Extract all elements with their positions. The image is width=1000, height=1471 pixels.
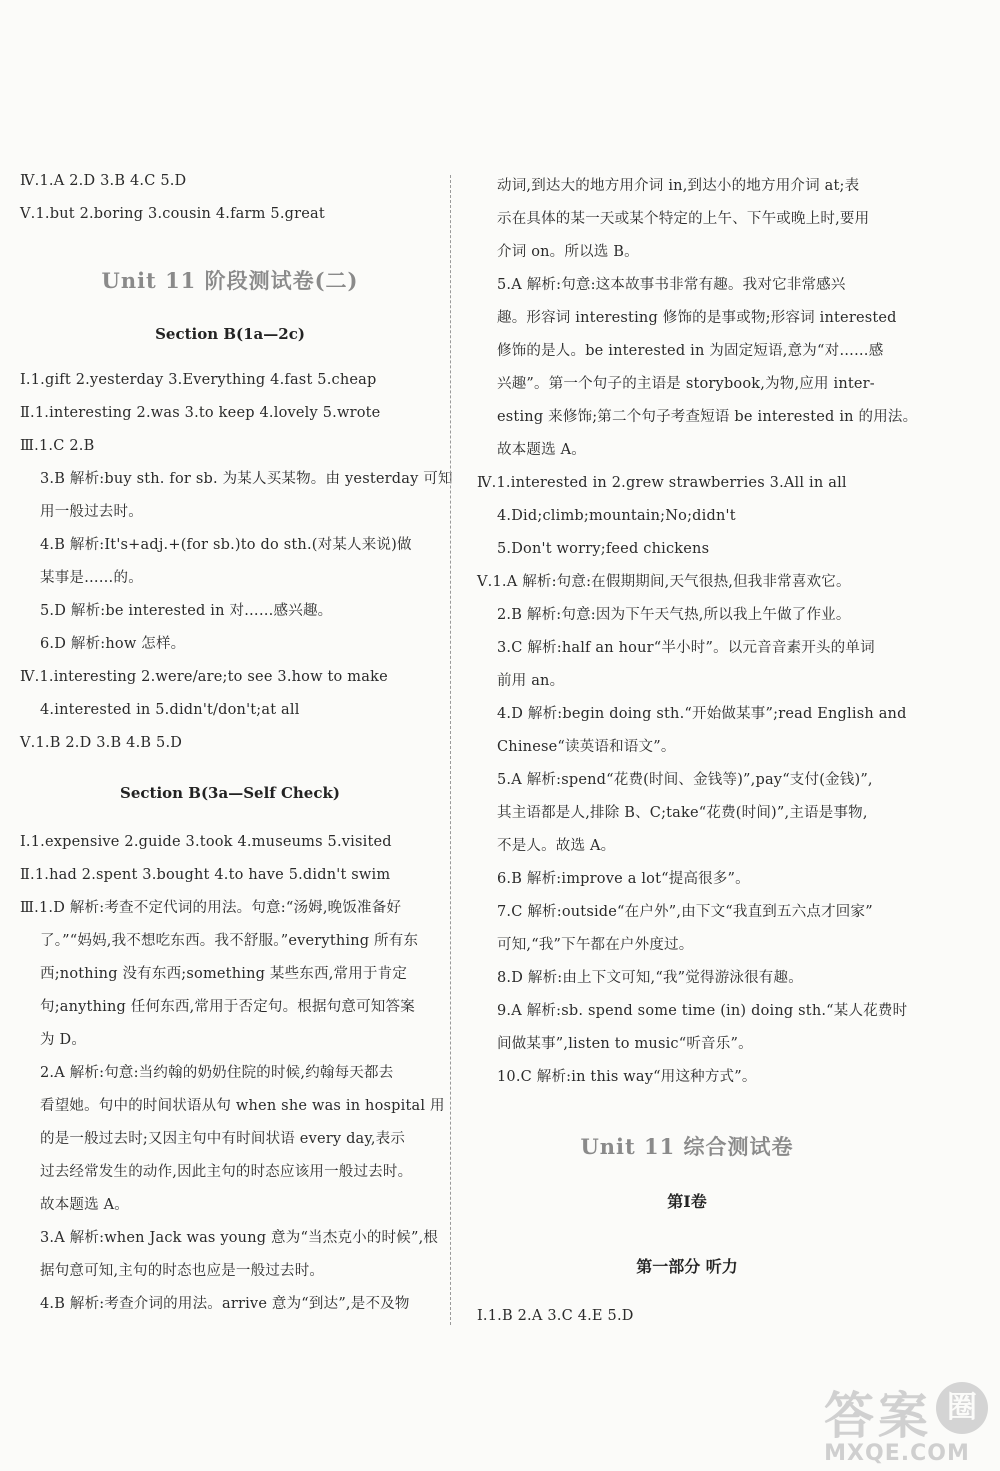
unit-title: Unit 11 阶段测试卷(二) bbox=[101, 268, 359, 293]
part-heading: 第Ⅰ卷 bbox=[667, 1192, 707, 1211]
section-heading: Section B(3a—Self Check) bbox=[120, 784, 340, 802]
answer-line: Ⅱ.1.had 2.spent 3.bought 4.to have 5.didn't swim bbox=[20, 867, 391, 883]
answer-line: Ⅴ.1.A 解析:句意:在假期期间,天气很热,但我非常喜欢它。 bbox=[477, 574, 851, 590]
answer-line: 了。”“妈妈,我不想吃东西。我不舒服。”everything 所有东 bbox=[40, 933, 419, 949]
answer-line: Ⅳ.1.interesting 2.were/are;to see 3.how to make bbox=[20, 669, 388, 685]
answer-line: Ⅰ.1.gift 2.yesterday 3.Everything 4.fast 5.cheap bbox=[20, 372, 377, 388]
answer-line: 4.B 解析:It's+adj.+(for sb.)to do sth.(对某人来说)做 bbox=[40, 537, 412, 553]
answer-line: 8.D 解析:由上下文可知,“我”觉得游泳很有趣。 bbox=[497, 970, 803, 986]
answer-line: 5.A 解析:spend“花费(时间、金钱等)”,pay“支付(金钱)”, bbox=[497, 772, 873, 788]
answer-line: 3.B 解析:buy sth. for sb. 为某人买某物。由 yesterday 可知 bbox=[40, 471, 453, 487]
column-divider bbox=[450, 175, 451, 1325]
answer-line: 9.A 解析:sb. spend some time (in) doing sth.“某人花费时 bbox=[497, 1003, 908, 1019]
left-column bbox=[20, 165, 453, 1321]
answer-line: esting 来修饰;第二个句子考查短语 be interested in 的用法。 bbox=[497, 409, 918, 425]
answer-line: Ⅲ.1.D 解析:考查不定代词的用法。句意:“汤姆,晚饭准备好 bbox=[20, 900, 402, 916]
answer-line: Chinese“读英语和语文”。 bbox=[497, 739, 676, 755]
answer-line: 4.Did;climb;mountain;No;didn't bbox=[497, 508, 736, 524]
answer-line: 5.D 解析:be interested in 对……感兴趣。 bbox=[40, 603, 333, 619]
answer-line: 修饰的是人。be interested in 为固定短语,意为“对……感 bbox=[497, 343, 884, 359]
unit-title: Unit 11 综合测试卷 bbox=[580, 1134, 794, 1159]
answer-line: 其主语都是人,排除 B、C;take“花费(时间)”,主语是事物, bbox=[497, 805, 868, 821]
answer-line: Ⅳ.1.interested in 2.grew strawberries 3.All in all bbox=[477, 475, 847, 491]
answer-line: 6.B 解析:improve a lot“提高很多”。 bbox=[497, 871, 750, 887]
answer-line: 3.C 解析:half an hour“半小时”。以元音音素开头的单词 bbox=[497, 640, 875, 656]
answer-line: Ⅰ.1.expensive 2.guide 3.took 4.museums 5.visited bbox=[20, 834, 392, 850]
answer-line: Ⅲ.1.C 2.B bbox=[20, 438, 95, 454]
answer-line: 过去经常发生的动作,因此主句的时态应该用一般过去时。 bbox=[40, 1164, 413, 1180]
right-column bbox=[477, 170, 918, 1333]
answer-line: 据句意可知,主句的时态也应是一般过去时。 bbox=[40, 1263, 325, 1279]
answer-line: 4.B 解析:考查介词的用法。arrive 意为“到达”,是不及物 bbox=[40, 1296, 410, 1312]
answer-line: 10.C 解析:in this way“用这种方式”。 bbox=[497, 1069, 757, 1085]
answer-line: 故本题选 A。 bbox=[40, 1197, 129, 1213]
answer-line: Ⅳ.1.A 2.D 3.B 4.C 5.D bbox=[20, 173, 187, 189]
answer-line: 可知,“我”下午都在户外度过。 bbox=[497, 937, 694, 953]
answer-line: 7.C 解析:outside“在户外”,由下文“我直到五六点才回家” bbox=[497, 904, 873, 920]
answer-line: 动词,到达大的地方用介词 in,到达小的地方用介词 at;表 bbox=[497, 178, 860, 194]
answer-line: 西;nothing 没有东西;something 某些东西,常用于肯定 bbox=[40, 966, 408, 982]
answer-line: 趣。形容词 interesting 修饰的是事或物;形容词 interested bbox=[497, 310, 897, 326]
answer-line: 用一般过去时。 bbox=[40, 504, 143, 520]
answer-line: Ⅴ.1.but 2.boring 3.cousin 4.farm 5.great bbox=[20, 206, 325, 222]
answer-line: 的是一般过去时;又因主句中有时间状语 every day,表示 bbox=[40, 1131, 406, 1147]
answer-line: 不是人。故选 A。 bbox=[497, 838, 616, 854]
answer-line: 5.Don't worry;feed chickens bbox=[497, 541, 710, 557]
watermark-badge-icon: 圈 bbox=[936, 1382, 988, 1434]
answer-line: 2.A 解析:句意:当约翰的奶奶住院的时候,约翰每天都去 bbox=[40, 1065, 394, 1081]
answer-line: 4.interested in 5.didn't/don't;at all bbox=[40, 702, 300, 718]
answer-line: 5.A 解析:句意:这本故事书非常有趣。我对它非常感兴 bbox=[497, 277, 846, 293]
answer-line: 示在具体的某一天或某个特定的上午、下午或晚上时,要用 bbox=[497, 211, 870, 227]
part-heading: 第一部分 听力 bbox=[636, 1257, 738, 1276]
answer-line: 介词 on。所以选 B。 bbox=[497, 244, 639, 260]
watermark-text: 答案 bbox=[824, 1387, 932, 1445]
section-heading: Section B(1a—2c) bbox=[155, 325, 305, 343]
answer-line: 看望她。句中的时间状语从句 when she was in hospital 用 bbox=[40, 1098, 445, 1114]
answer-line: 某事是……的。 bbox=[40, 570, 143, 586]
answer-line: 间做某事”,listen to music“听音乐”。 bbox=[497, 1036, 753, 1052]
answer-line: Ⅰ.1.B 2.A 3.C 4.E 5.D bbox=[477, 1308, 634, 1324]
answer-line: Ⅴ.1.B 2.D 3.B 4.B 5.D bbox=[20, 735, 183, 751]
answer-line: 6.D 解析:how 怎样。 bbox=[40, 636, 186, 652]
answer-line: 前用 an。 bbox=[497, 673, 565, 689]
answer-line: 故本题选 A。 bbox=[497, 442, 586, 458]
watermark-url: MXQE.COM bbox=[824, 1441, 970, 1466]
answer-line: 3.A 解析:when Jack was young 意为“当杰克小的时候”,根 bbox=[40, 1230, 439, 1246]
answer-line: 为 D。 bbox=[40, 1032, 87, 1048]
answer-line: Ⅱ.1.interesting 2.was 3.to keep 4.lovely 5.wrote bbox=[20, 405, 381, 421]
answer-line: 兴趣”。第一个句子的主语是 storybook,为物,应用 inter- bbox=[497, 376, 875, 392]
site-watermark bbox=[802, 1376, 992, 1466]
answer-line: 4.D 解析:begin doing sth.“开始做某事”;read English and bbox=[497, 706, 907, 722]
answer-line: 2.B 解析:句意:因为下午天气热,所以我上午做了作业。 bbox=[497, 607, 851, 623]
answer-line: 句;anything 任何东西,常用于否定句。根据句意可知答案 bbox=[40, 999, 415, 1015]
